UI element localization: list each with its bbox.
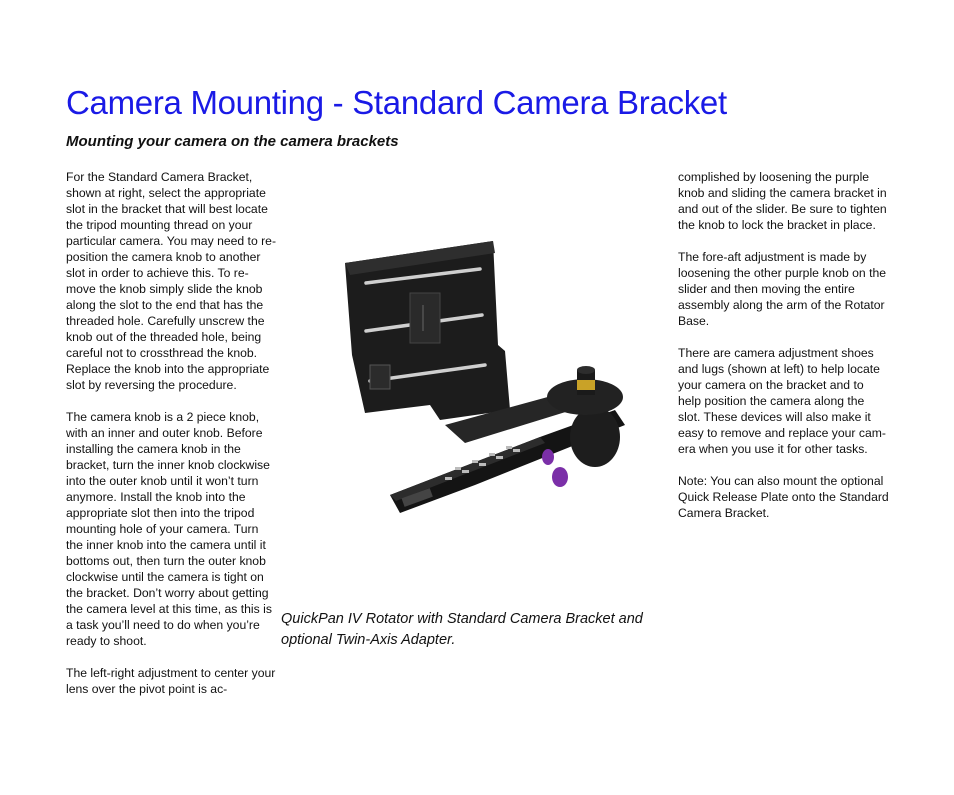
left-paragraph-3: The left-right adjustment to center your lens over the pivot point is ac-: [66, 666, 276, 696]
right-paragraph-3: There are camera adjustment shoes and lugs (shown at left) to help locate your camera on the bracket and to help position the camera along the slot. These devices will also make it easy to remove and replace your cam-era when you use it for other tasks.: [678, 346, 886, 456]
left-paragraph-1: For the Standard Camera Bracket, shown at right, select the appropriate slot in the bracket that will best locate the tripod mounting thread on your particular camera. You may need to re-position the camera knob to another slot in order to achieve this. To re-move the knob simply slide the knob along the slot to the end that has the threaded hole. Carefully unscrew the knob out of the threaded hole, being careful not to crossthread the knob. Replace the knob into the appropriate slot by reversing the procedure.: [66, 170, 277, 392]
left-text-column: [66, 169, 276, 713]
right-text-column: [678, 169, 890, 537]
right-paragraph-4: Note: You can also mount the optional Quick Release Plate onto the Standard Camera Bracket.: [678, 474, 889, 520]
camera-bracket-rotator-photo: [330, 205, 640, 535]
page-title: Camera Mounting - Standard Camera Bracket: [66, 84, 727, 121]
right-paragraph-2: The fore-aft adjustment is made by loosening the other purple knob on the slider and then moving the entire assembly along the arm of the Rotator Base.: [678, 250, 887, 328]
left-paragraph-2: The camera knob is a 2 piece knob, with an inner and outer knob. Before installing the camera knob in the bracket, turn the inner knob clockwise into the outer knob until it won’t turn anymore. Install the knob into the appropriate slot then into the tripod mounting hole of your camera. Turn the inner knob into the camera until it bottoms out, then turn the outer knob clockwise until the camera is tight on the bracket. Don’t worry about getting the camera level at this time, as this is a task you’ll need to do when you’re ready to shoot.: [66, 410, 272, 648]
photo-caption: QuickPan IV Rotator with Standard Camera Bracket and optional Twin-Axis Adapter.: [281, 611, 643, 648]
right-paragraph-1: complished by loosening the purple knob and sliding the camera bracket in and out of the slider. Be sure to tighten the knob to lock the bracket in place.: [678, 170, 887, 232]
page-subtitle: Mounting your camera on the camera brackets: [66, 133, 399, 150]
